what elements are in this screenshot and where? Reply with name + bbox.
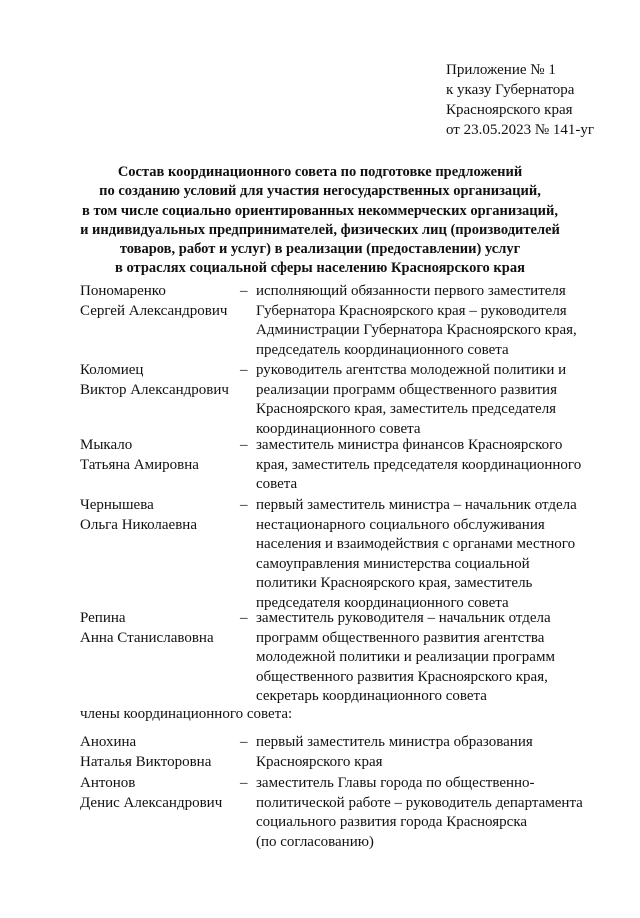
member-given-name: Анна Станиславовна [80, 629, 214, 646]
title-line: в том числе социально ориентированных некоммерческих организаций, [82, 202, 558, 219]
role-line: реализации программ общественного развития [256, 381, 557, 398]
member-role [256, 361, 601, 439]
member-given-name: Сергей Александрович [80, 302, 228, 319]
role-line: программ общественного развития агентства [256, 629, 545, 646]
role-line: совета [256, 476, 298, 492]
member-surname: Анохина [80, 734, 137, 750]
member-role [256, 436, 601, 495]
member-name [80, 496, 240, 535]
title-line: и индивидуальных предпринимателей, физических лиц (производителей [80, 221, 560, 238]
role-line: Администрации Губернатора Красноярского края, [256, 322, 577, 338]
dash-separator: – [240, 283, 248, 299]
role-line: общественного развития Красноярского края, [256, 668, 548, 685]
member-name [80, 436, 240, 475]
member-role [256, 609, 601, 707]
role-line: первый заместитель министра – начальник отдела [256, 497, 577, 513]
title-line: по созданию условий для участия негосударственных организаций, [99, 183, 541, 200]
role-line: населения и взаимодействия с органами местного [256, 536, 576, 552]
appendix-line: к указу Губернатора [446, 82, 575, 98]
member-surname: Пономаренко [80, 283, 166, 299]
role-line: молодежной политики и реализации программ [256, 649, 555, 665]
appendix-line: Красноярского края [446, 102, 573, 118]
member-name [80, 774, 240, 813]
role-line: края, заместитель председателя координационного [256, 456, 582, 473]
appendix-block [446, 60, 594, 140]
member-name [80, 609, 240, 648]
dash-separator: – [240, 734, 248, 750]
dash-separator: – [240, 497, 248, 513]
role-line: Красноярского края [256, 753, 383, 770]
role-line: политической работе – руководитель департамента [256, 794, 583, 811]
role-line: заместитель министра финансов Красноярского [256, 437, 563, 453]
role-line: исполняющий обязанности первого заместителя [256, 283, 566, 299]
member-given-name: Денис Александрович [80, 794, 223, 811]
dash-separator: – [240, 362, 248, 378]
member-name [80, 733, 240, 772]
member-role [256, 282, 601, 360]
member-name [80, 282, 240, 321]
dash-separator: – [240, 775, 248, 791]
member-given-name: Наталья Викторовна [80, 753, 212, 770]
role-line: секретарь координационного совета [256, 688, 487, 704]
role-line: Красноярского края, заместитель председателя [256, 401, 557, 417]
member-surname: Репина [80, 610, 126, 626]
members-heading: члены координационного совета: [80, 706, 293, 722]
dash-separator: – [240, 437, 248, 453]
member-surname: Коломиец [80, 362, 144, 378]
title-line: в отраслях социальной сферы населению Красноярского края [115, 260, 525, 277]
member-name [80, 361, 240, 400]
document-title [60, 163, 580, 279]
member-given-name: Ольга Николаевна [80, 516, 197, 533]
appendix-line: Приложение № 1 [446, 62, 556, 78]
role-line: политики Красноярского края, заместитель [256, 575, 533, 591]
role-line: (по согласованию) [256, 833, 374, 850]
title-line: товаров, работ и услуг) в реализации (предоставлении) услуг [119, 241, 521, 258]
member-given-name: Татьяна Амировна [80, 456, 199, 473]
member-role [256, 496, 601, 613]
member-surname: Мыкало [80, 437, 133, 453]
role-line: координационного совета [256, 420, 421, 437]
role-line: руководитель агентства молодежной политики и [256, 362, 567, 378]
role-line: первый заместитель министра образования [256, 734, 533, 750]
role-line: Губернатора Красноярского края – руководителя [256, 302, 567, 319]
role-line: председателя координационного совета [256, 594, 509, 611]
role-line: нестационарного социального обслуживания [256, 516, 545, 533]
title-line: Состав координационного совета по подготовке предложений [117, 164, 523, 180]
member-surname: Чернышева [80, 497, 154, 513]
appendix-line: от 23.05.2023 № 141-уг [446, 122, 595, 138]
member-role [256, 774, 601, 852]
dash-separator: – [240, 610, 248, 626]
role-line: самоуправления министерства социальной [256, 555, 530, 572]
member-given-name: Виктор Александрович [80, 381, 229, 398]
member-surname: Антонов [80, 775, 136, 791]
role-line: социального развития города Красноярска [256, 814, 528, 830]
role-line: заместитель руководителя – начальник отдела [256, 610, 551, 626]
role-line: председатель координационного совета [256, 341, 509, 358]
member-role [256, 733, 601, 772]
role-line: заместитель Главы города по общественно- [256, 775, 535, 791]
